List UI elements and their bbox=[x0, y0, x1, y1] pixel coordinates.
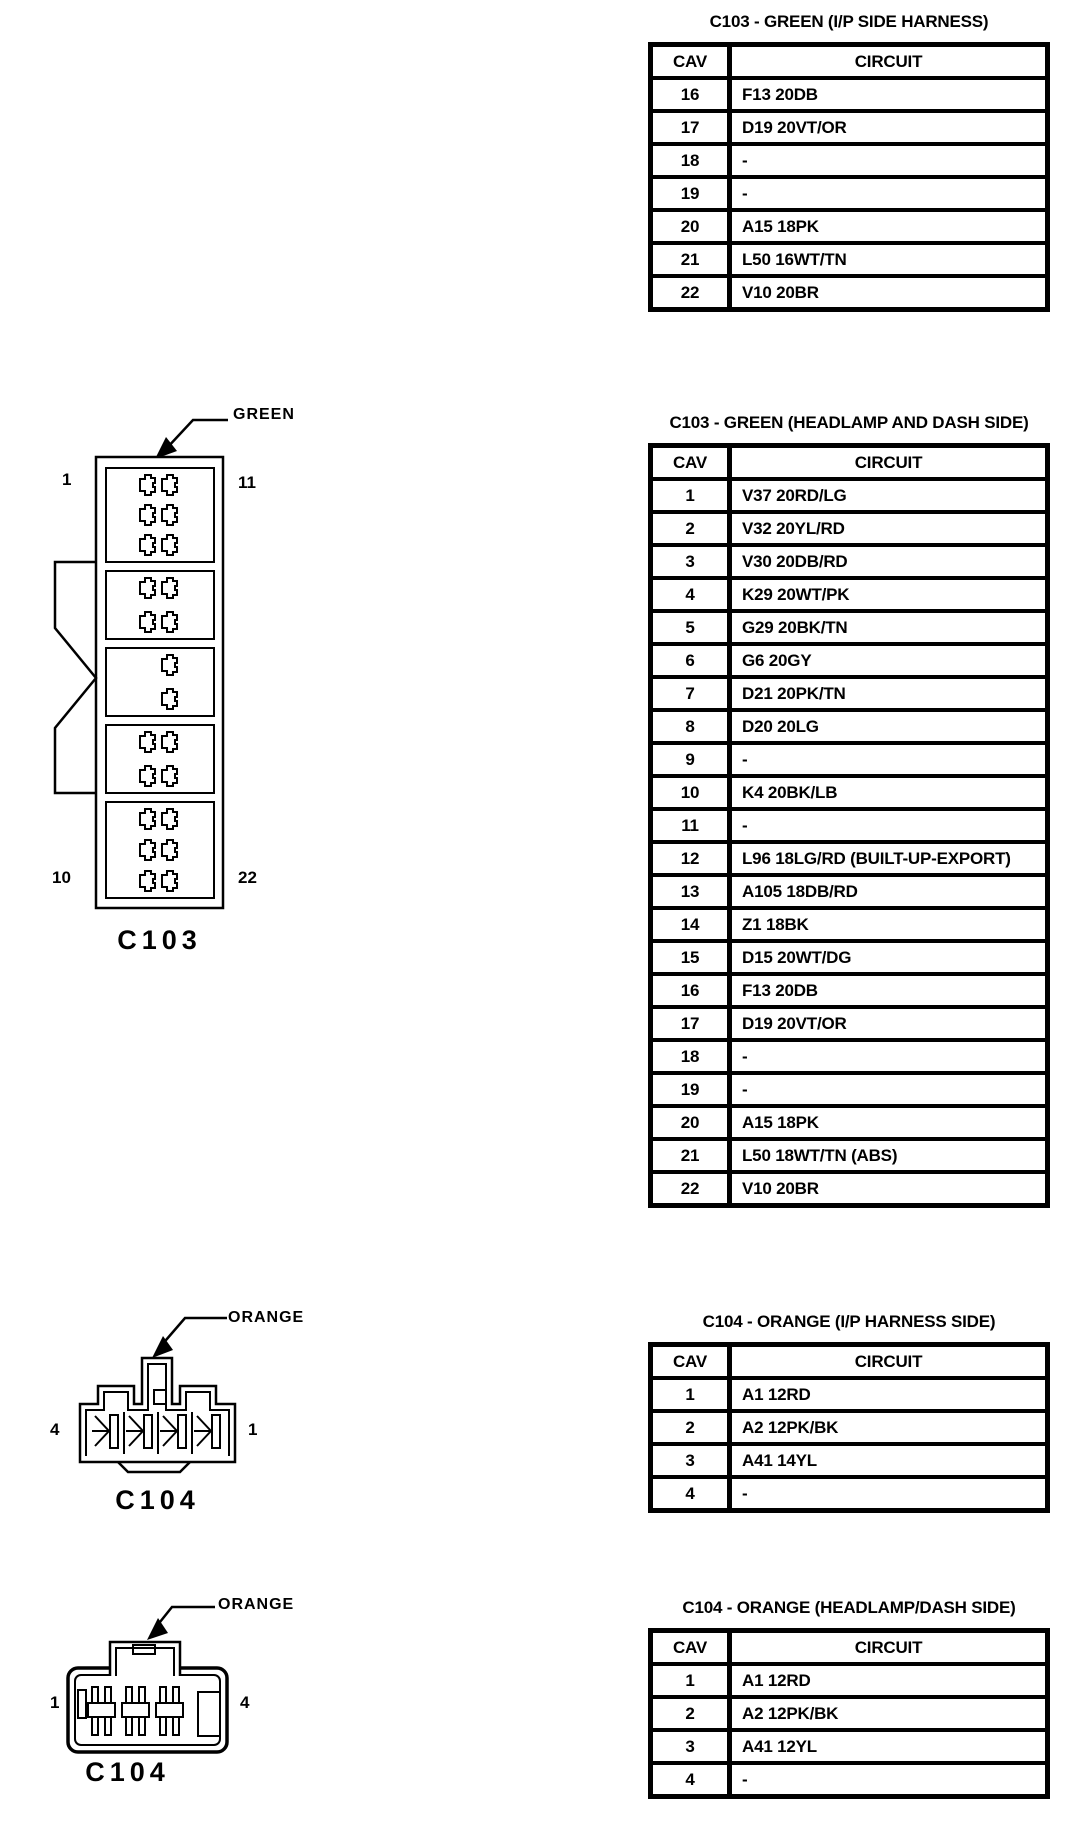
cav-cell: 22 bbox=[651, 276, 730, 310]
cav-cell: 3 bbox=[651, 1444, 730, 1477]
table-row bbox=[651, 1172, 1048, 1206]
cav-cell: 11 bbox=[651, 809, 730, 842]
cav-cell: 21 bbox=[651, 243, 730, 276]
table-row bbox=[651, 1007, 1048, 1040]
circuit-cell: V32 20YL/RD bbox=[730, 512, 1048, 545]
table-row bbox=[651, 1073, 1048, 1106]
table-row bbox=[651, 1106, 1048, 1139]
column-header-cav: CAV bbox=[651, 446, 730, 480]
orange-leader-line bbox=[160, 1318, 227, 1347]
c104-ip-connector-diagram bbox=[20, 1300, 320, 1515]
circuit-cell: L50 18WT/TN (ABS) bbox=[730, 1139, 1048, 1172]
c104-ip-pin-label-left: 4 bbox=[50, 1420, 60, 1439]
cav-cell: 9 bbox=[651, 743, 730, 776]
c103-pin-label-top-left: 1 bbox=[62, 470, 72, 489]
c103-connector-diagram bbox=[40, 405, 310, 965]
c103-pin-label-top-right: 11 bbox=[238, 473, 256, 492]
cav-cell: 20 bbox=[651, 210, 730, 243]
table-row bbox=[651, 611, 1048, 644]
cav-cell: 7 bbox=[651, 677, 730, 710]
circuit-cell: - bbox=[730, 177, 1048, 210]
cav-cell: 1 bbox=[651, 1378, 730, 1411]
cav-cell: 2 bbox=[651, 512, 730, 545]
circuit-cell: D20 20LG bbox=[730, 710, 1048, 743]
pinout-table bbox=[648, 443, 1050, 1208]
pinout-table bbox=[648, 1628, 1050, 1799]
table-row bbox=[651, 144, 1048, 177]
table-c104-headlamp-side bbox=[648, 1598, 1050, 1799]
circuit-cell: - bbox=[730, 1073, 1048, 1106]
c104-ip-pin-label-right: 1 bbox=[248, 1420, 258, 1439]
circuit-cell: D21 20PK/TN bbox=[730, 677, 1048, 710]
table-c103-headlamp-side bbox=[648, 413, 1050, 1208]
cav-cell: 19 bbox=[651, 177, 730, 210]
table-row bbox=[651, 974, 1048, 1007]
cav-cell: 19 bbox=[651, 1073, 730, 1106]
column-header-circuit: CIRCUIT bbox=[730, 1631, 1048, 1665]
cav-cell: 1 bbox=[651, 479, 730, 512]
circuit-cell: L96 18LG/RD (BUILT-UP-EXPORT) bbox=[730, 842, 1048, 875]
c103-pin-label-bottom-right: 22 bbox=[238, 868, 257, 887]
table-c104-ip-side bbox=[648, 1312, 1050, 1513]
c104-ip-color-label: ORANGE bbox=[228, 1309, 305, 1326]
column-header-cav: CAV bbox=[651, 1345, 730, 1379]
table-c103-ip-side bbox=[648, 12, 1050, 312]
circuit-cell: V30 20DB/RD bbox=[730, 545, 1048, 578]
c104-hl-pin-label-right: 4 bbox=[240, 1693, 250, 1712]
cav-cell: 17 bbox=[651, 1007, 730, 1040]
cav-cell: 18 bbox=[651, 1040, 730, 1073]
table-row bbox=[651, 177, 1048, 210]
circuit-cell: A15 18PK bbox=[730, 210, 1048, 243]
table-row bbox=[651, 1444, 1048, 1477]
circuit-cell: A2 12PK/BK bbox=[730, 1411, 1048, 1444]
orange-arrow-head bbox=[152, 1336, 173, 1358]
table-row bbox=[651, 578, 1048, 611]
circuit-cell: G6 20GY bbox=[730, 644, 1048, 677]
table-row bbox=[651, 78, 1048, 111]
table-row bbox=[651, 644, 1048, 677]
circuit-cell: D15 20WT/DG bbox=[730, 941, 1048, 974]
cav-cell: 16 bbox=[651, 974, 730, 1007]
green-leader-line bbox=[166, 420, 228, 449]
circuit-cell: L50 16WT/TN bbox=[730, 243, 1048, 276]
table-row bbox=[651, 1040, 1048, 1073]
circuit-cell: A41 14YL bbox=[730, 1444, 1048, 1477]
table-row bbox=[651, 243, 1048, 276]
c103-side-bracket bbox=[55, 562, 96, 793]
table-row bbox=[651, 677, 1048, 710]
circuit-cell: A105 18DB/RD bbox=[730, 875, 1048, 908]
cav-cell: 2 bbox=[651, 1411, 730, 1444]
cav-cell: 4 bbox=[651, 1477, 730, 1511]
column-header-circuit: CIRCUIT bbox=[730, 446, 1048, 480]
column-header-cav: CAV bbox=[651, 45, 730, 79]
cav-cell: 4 bbox=[651, 578, 730, 611]
column-header-cav: CAV bbox=[651, 1631, 730, 1665]
circuit-cell: F13 20DB bbox=[730, 974, 1048, 1007]
circuit-cell: - bbox=[730, 1477, 1048, 1511]
table-row bbox=[651, 1378, 1048, 1411]
cav-cell: 13 bbox=[651, 875, 730, 908]
cav-cell: 22 bbox=[651, 1172, 730, 1206]
table-row bbox=[651, 1477, 1048, 1511]
table-row bbox=[651, 1697, 1048, 1730]
c104-hl-caption: C104 bbox=[85, 1757, 170, 1787]
circuit-cell: A1 12RD bbox=[730, 1378, 1048, 1411]
table-row bbox=[651, 276, 1048, 310]
circuit-cell: K29 20WT/PK bbox=[730, 578, 1048, 611]
table-row bbox=[651, 842, 1048, 875]
table-row bbox=[651, 210, 1048, 243]
c104-ip-caption: C104 bbox=[115, 1485, 200, 1515]
c103-caption: C103 bbox=[117, 925, 202, 955]
column-header-circuit: CIRCUIT bbox=[730, 1345, 1048, 1379]
cav-cell: 20 bbox=[651, 1106, 730, 1139]
circuit-cell: - bbox=[730, 144, 1048, 177]
cav-cell: 8 bbox=[651, 710, 730, 743]
cav-cell: 15 bbox=[651, 941, 730, 974]
table-row bbox=[651, 1411, 1048, 1444]
circuit-cell: A1 12RD bbox=[730, 1664, 1048, 1697]
cav-cell: 3 bbox=[651, 1730, 730, 1763]
cav-cell: 5 bbox=[651, 611, 730, 644]
table-row bbox=[651, 512, 1048, 545]
table-row bbox=[651, 1664, 1048, 1697]
table-title: C104 - ORANGE (HEADLAMP/DASH SIDE) bbox=[682, 1598, 1016, 1617]
c104-hl-pin-label-left: 1 bbox=[50, 1693, 60, 1712]
table-title: C103 - GREEN (I/P SIDE HARNESS) bbox=[709, 12, 989, 31]
cav-cell: 6 bbox=[651, 644, 730, 677]
circuit-cell: K4 20BK/LB bbox=[730, 776, 1048, 809]
circuit-cell: D19 20VT/OR bbox=[730, 1007, 1048, 1040]
circuit-cell: D19 20VT/OR bbox=[730, 111, 1048, 144]
table-row bbox=[651, 545, 1048, 578]
circuit-cell: V10 20BR bbox=[730, 1172, 1048, 1206]
circuit-cell: F13 20DB bbox=[730, 78, 1048, 111]
cav-cell: 18 bbox=[651, 144, 730, 177]
cav-cell: 10 bbox=[651, 776, 730, 809]
c103-body bbox=[96, 457, 223, 908]
cav-cell: 1 bbox=[651, 1664, 730, 1697]
table-row bbox=[651, 809, 1048, 842]
table-row bbox=[651, 908, 1048, 941]
cav-cell: 2 bbox=[651, 1697, 730, 1730]
column-header-circuit: CIRCUIT bbox=[730, 45, 1048, 79]
table-row bbox=[651, 1763, 1048, 1797]
cav-cell: 3 bbox=[651, 545, 730, 578]
c103-color-label: GREEN bbox=[233, 406, 295, 423]
table-title: C104 - ORANGE (I/P HARNESS SIDE) bbox=[702, 1312, 996, 1331]
circuit-cell: - bbox=[730, 1763, 1048, 1797]
cav-cell: 21 bbox=[651, 1139, 730, 1172]
pinout-table bbox=[648, 1342, 1050, 1513]
cav-cell: 12 bbox=[651, 842, 730, 875]
orange-arrow-head-2 bbox=[147, 1618, 168, 1640]
cav-cell: 4 bbox=[651, 1763, 730, 1797]
circuit-cell: - bbox=[730, 743, 1048, 776]
table-row bbox=[651, 479, 1048, 512]
circuit-cell: A2 12PK/BK bbox=[730, 1697, 1048, 1730]
circuit-cell: - bbox=[730, 809, 1048, 842]
circuit-cell: G29 20BK/TN bbox=[730, 611, 1048, 644]
cav-cell: 16 bbox=[651, 78, 730, 111]
table-row bbox=[651, 710, 1048, 743]
cav-cell: 14 bbox=[651, 908, 730, 941]
pinout-table bbox=[648, 42, 1050, 312]
table-title: C103 - GREEN (HEADLAMP AND DASH SIDE) bbox=[669, 413, 1029, 432]
table-row bbox=[651, 875, 1048, 908]
table-row bbox=[651, 743, 1048, 776]
table-row bbox=[651, 111, 1048, 144]
circuit-cell: V37 20RD/LG bbox=[730, 479, 1048, 512]
circuit-cell: - bbox=[730, 1040, 1048, 1073]
circuit-cell: A41 12YL bbox=[730, 1730, 1048, 1763]
orange-leader-line-2 bbox=[156, 1607, 215, 1627]
table-row bbox=[651, 941, 1048, 974]
table-row bbox=[651, 1730, 1048, 1763]
circuit-cell: A15 18PK bbox=[730, 1106, 1048, 1139]
c103-pin-label-bottom-left: 10 bbox=[52, 868, 71, 887]
c104-hl-color-label: ORANGE bbox=[218, 1596, 295, 1613]
cav-cell: 17 bbox=[651, 111, 730, 144]
table-row bbox=[651, 776, 1048, 809]
table-row bbox=[651, 1139, 1048, 1172]
circuit-cell: V10 20BR bbox=[730, 276, 1048, 310]
circuit-cell: Z1 18BK bbox=[730, 908, 1048, 941]
